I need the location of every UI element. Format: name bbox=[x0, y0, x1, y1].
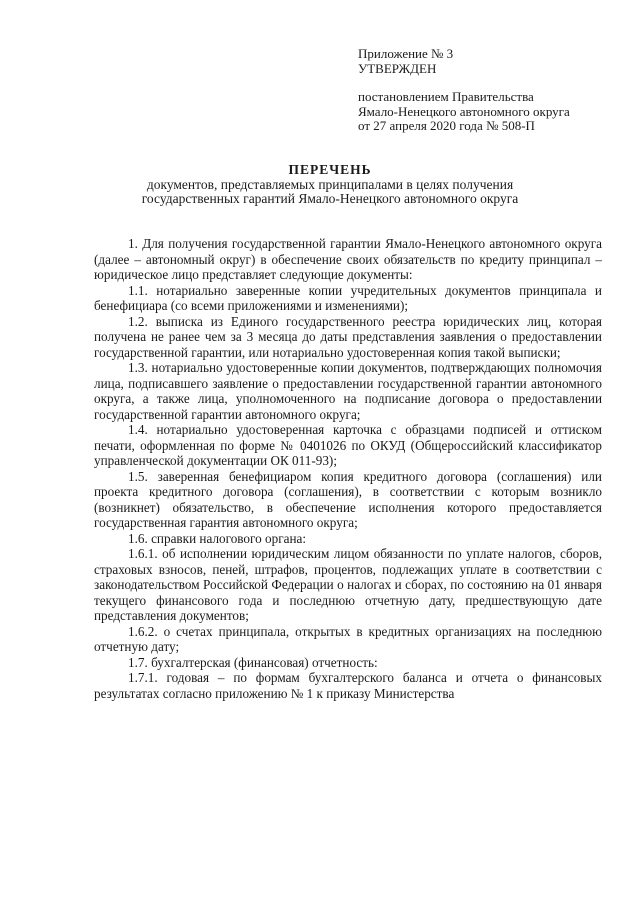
resolution-line-1: постановлением Правительства bbox=[358, 89, 534, 104]
annex-number: Приложение № 3 bbox=[358, 46, 454, 61]
document-title bbox=[60, 163, 600, 207]
paragraph-1-1: 1.1. нотариально заверенные копии учредительных документов принципала и бенефициара (со всеми приложениями и изменениями); bbox=[94, 282, 602, 313]
approved-label: УТВЕРЖДЕН bbox=[358, 60, 437, 76]
paragraph-1: 1. Для получения государственной гарантии Ямало-Ненецкого автономного округа (далее – автономный округ) в обеспечение своих обязательств по кредиту принципал – юридическое лицо представляет следующие документы: bbox=[94, 236, 602, 282]
paragraph-1-4: 1.4. нотариально удостоверенная карточка с образцами подписей и оттиском печати, оформленная по форме № 0401026 по ОКУД (Общероссийский классификатор управленческой документации ОК 011-93); bbox=[94, 422, 602, 468]
paragraph-1-6-1: 1.6.1. об исполнении юридическим лицом обязанности по уплате налогов, сборов, страховых взносов, пеней, штрафов, процентов, подлежащих уплате в соответствии с законодательством Российской Федерации о налогах и сборах, по состоянию на 01 января текущего финансового года и последнюю отчетную дату, предшествующую дате представления документов; bbox=[94, 546, 602, 623]
paragraph-1-2: 1.2. выписка из Единого государственного реестра юридических лиц, которая получена не ранее чем за 3 месяца до даты представления заявления о предоставлении государственной гарантии, или нотариально удостоверенная копия такой выписки; bbox=[94, 313, 602, 360]
title-heading: ПЕРЕЧЕНЬ bbox=[288, 162, 372, 177]
paragraph-1-7-1: 1.7.1. годовая – по формам бухгалтерского баланса и отчета о финансовых результатах согласно приложению № 1 к приказу Министерства bbox=[94, 670, 602, 701]
title-subtitle-line-1: документов, представляемых принципалами в целях получения bbox=[146, 176, 514, 192]
document-body bbox=[94, 236, 602, 701]
resolution-line-2: Ямало-Ненецкого автономного округа bbox=[358, 103, 570, 119]
title-subtitle-line-2: государственных гарантий Ямало-Ненецкого автономного округа bbox=[141, 191, 519, 206]
paragraph-1-6: 1.6. справки налогового органа: bbox=[128, 530, 307, 546]
paragraph-1-5: 1.5. заверенная бенефициаром копия кредитного договора (соглашения) или проекта кредитного договора (соглашения), в соответствии с которым возникло (возникнет) обязательство, в обеспечение исполнения которого предоставляется государственная гарантия автономного округа; bbox=[94, 468, 602, 530]
approval-header bbox=[358, 47, 618, 134]
paragraph-1-3: 1.3. нотариально удостоверенные копии документов, подтверждающих полномочия лица, подписавшего заявление о предоставлении государственной гарантии автономного округа, а также лица, уполномоченного на подписание договора о предоставлении государственной гарантии автономного округа; bbox=[94, 360, 602, 422]
paragraph-1-7: 1.7. бухгалтерская (финансовая) отчетность: bbox=[128, 654, 378, 670]
paragraph-1-6-2: 1.6.2. о счетах принципала, открытых в кредитных организациях на последнюю отчетную дату; bbox=[94, 623, 602, 654]
resolution-line-3: от 27 апреля 2020 года № 508-П bbox=[358, 118, 535, 133]
